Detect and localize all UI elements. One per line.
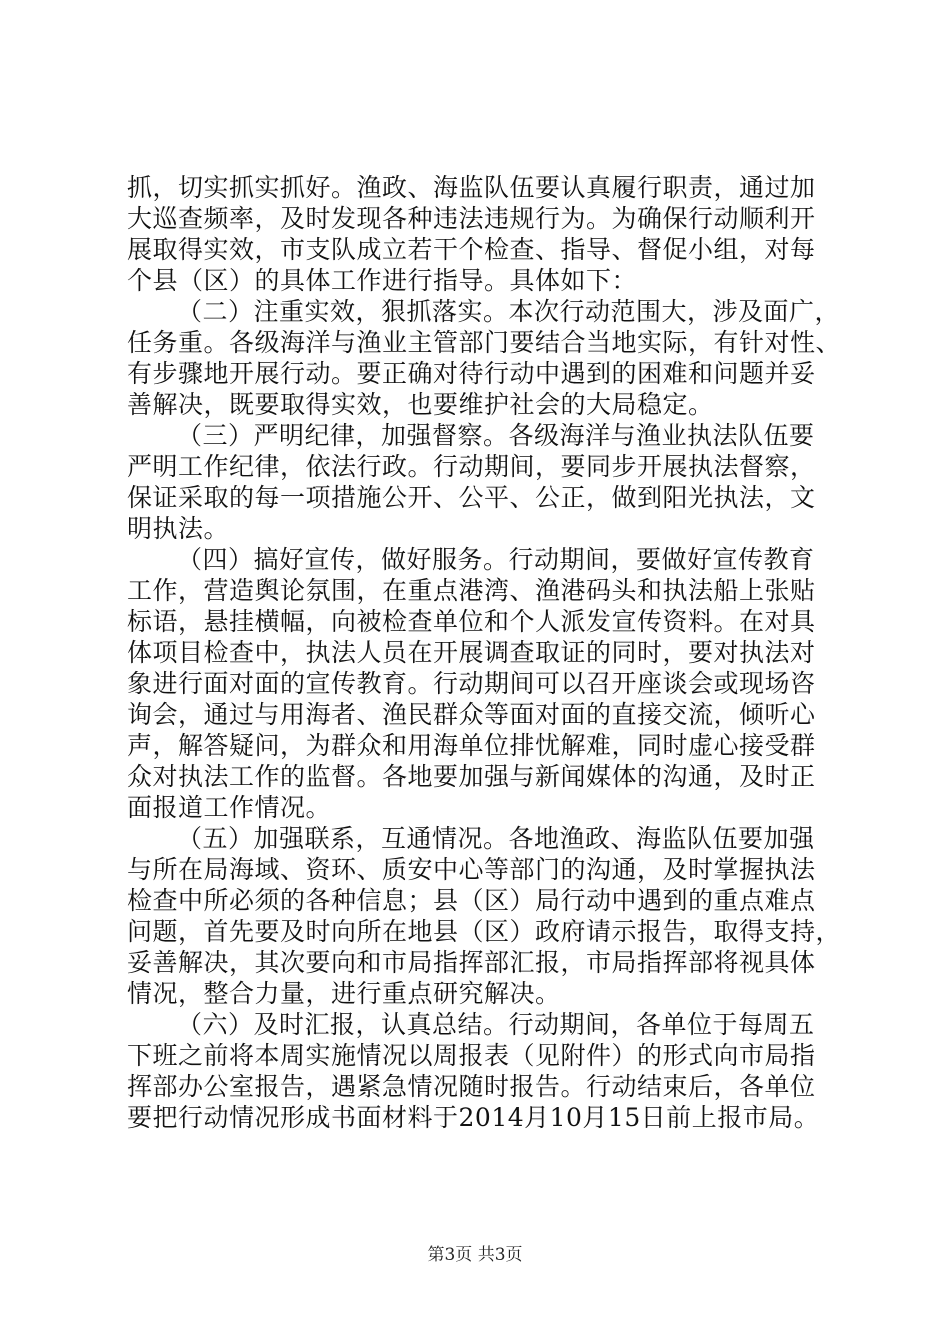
text-line: 声，解答疑问，为群众和用海单位排忧解难，同时虚心接受群 xyxy=(127,731,816,760)
text-line: 面报道工作情况。 xyxy=(127,793,332,822)
text-line: 严明工作纪律，依法行政。行动期间，要同步开展执法督察， xyxy=(127,452,816,481)
text-line: 情况，整合力量，进行重点研究解决。 xyxy=(127,979,561,1008)
text-line: 问题，首先要及时向所在地县（区）政府请示报告，取得支持， xyxy=(127,917,842,946)
text-line: 明执法。 xyxy=(127,514,230,543)
text-line: （六）及时汇报，认真总结。行动期间，各单位于每周五 xyxy=(177,1010,815,1039)
text-line: 有步骤地开展行动。要正确对待行动中遇到的困难和问题并妥 xyxy=(127,359,816,388)
text-line: （五）加强联系，互通情况。各地渔政、海监队伍要加强 xyxy=(177,824,815,853)
text-line: 询会，通过与用海者、渔民群众等面对面的直接交流，倾听心 xyxy=(127,700,816,729)
text-line: 要把行动情况形成书面材料于2014月10月15日前上报市局。 xyxy=(127,1103,820,1132)
text-line: 标语，悬挂横幅，向被检查单位和个人派发宣传资料。在对具 xyxy=(127,607,816,636)
text-line: 检查中所必须的各种信息；县（区）局行动中遇到的重点难点 xyxy=(127,886,816,915)
text-line: 大巡查频率，及时发现各种违法违规行为。为确保行动顺利开 xyxy=(127,204,816,233)
text-line: 象进行面对面的宣传教育。行动期间可以召开座谈会或现场咨 xyxy=(127,669,816,698)
text-line: 抓，切实抓实抓好。渔政、海监队伍要认真履行职责，通过加 xyxy=(127,173,816,202)
document-body xyxy=(127,172,842,1133)
text-line: （三）严明纪律，加强督察。各级海洋与渔业执法队伍要 xyxy=(177,421,815,450)
text-line: 任务重。各级海洋与渔业主管部门要结合当地实际，有针对性、 xyxy=(127,328,842,357)
text-line: 工作，营造舆论氛围，在重点港湾、渔港码头和执法船上张贴 xyxy=(127,576,816,605)
text-line: 体项目检查中，执法人员在开展调查取证的同时，要对执法对 xyxy=(127,638,816,667)
page-number: 第3页 共3页 xyxy=(427,1245,523,1265)
text-line: 个县（区）的具体工作进行指导。具体如下： xyxy=(127,266,638,295)
text-line: 展取得实效，市支队成立若干个检查、指导、督促小组，对每 xyxy=(127,235,816,264)
text-line: （二）注重实效，狠抓落实。本次行动范围大，涉及面广， xyxy=(177,297,841,326)
text-line: 下班之前将本周实施情况以周报表（见附件）的形式向市局指 xyxy=(127,1041,816,1070)
text-line: 善解决，既要取得实效，也要维护社会的大局稳定。 xyxy=(127,390,714,419)
text-line: 妥善解决，其次要向和市局指挥部汇报，市局指挥部将视具体 xyxy=(127,948,816,977)
text-line: 与所在局海域、资环、质安中心等部门的沟通，及时掌握执法 xyxy=(127,855,816,884)
text-line: （四）搞好宣传，做好服务。行动期间，要做好宣传教育 xyxy=(177,545,815,574)
text-line: 挥部办公室报告，遇紧急情况随时报告。行动结束后，各单位 xyxy=(127,1072,816,1101)
page-footer xyxy=(0,1245,950,1265)
text-line: 保证采取的每一项措施公开、公平、公正，做到阳光执法，文 xyxy=(127,483,816,512)
text-line: 众对执法工作的监督。各地要加强与新闻媒体的沟通，及时正 xyxy=(127,762,816,791)
